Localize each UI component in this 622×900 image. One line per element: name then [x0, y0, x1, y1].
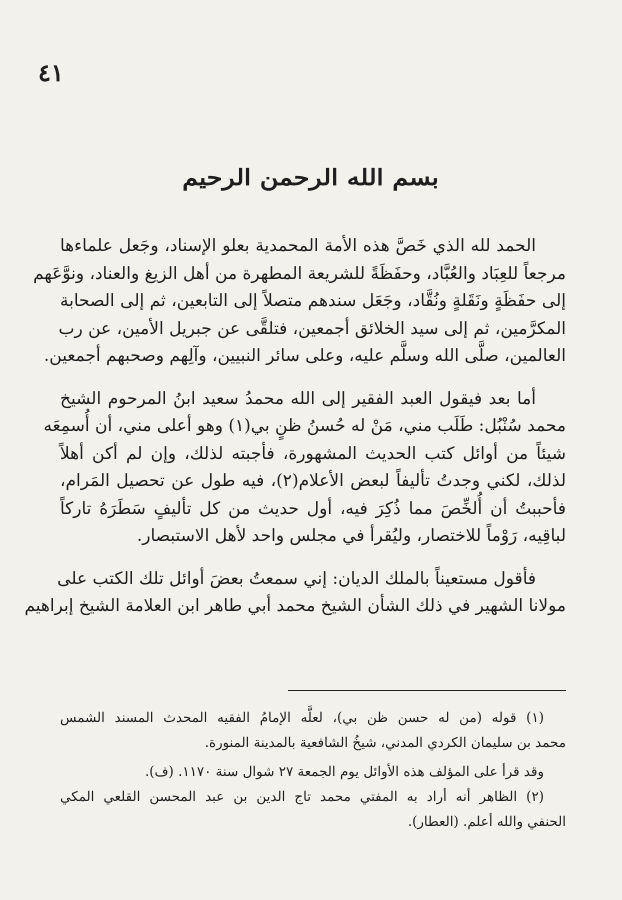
text-line: فأقول مستعيناً بالملك الديان: إني سمعتُ بعضَ أوائل تلك الكتب على	[57, 568, 536, 589]
text-line: محمد سُنْبُل: طَلَب مني، مَنْ له حُسنُ ظنٍ بي(١) وهو أعلى مني، أن أُسمِعَه	[43, 416, 566, 436]
basmala-heading	[0, 165, 622, 191]
text-line: الحمد لله الذي خَصَّ هذه الأمة المحمدية بعلو الإسناد، وجَعل علماءها	[60, 236, 536, 256]
text-line: المكرَّمين، ثم إلى سيد الخلائق أجمعين، فتلقَّى عن جبريل الأمين، عن رب	[58, 318, 566, 339]
text-line: إلى حفَظَةٍ ونَقَلةٍ ونُقَّاد، وجَعَل سندهم متصلاً إلى التابعين، ثم إلى الصحابة	[60, 291, 566, 311]
footnote-line: وقد قرأ على المؤلف هذه الأوائل يوم الجمعة ٢٧ شوال سنة ١١٧٠. (ف).	[144, 764, 544, 780]
page-number: ٤١	[38, 58, 64, 87]
text-line: لباقِيه، رَوْماً للاختصار، وليُقرأ في مجلس واحد لأهل الاستبصار.	[136, 526, 566, 546]
footnote-line: محمد بن سليمان الكردي المدني، شيخُ الشافعية بالمدينة المنورة.	[204, 735, 566, 751]
text-line: فأحببتُ أن أُلخِّصَ مما ذُكِرَ فيه، أول حديث من كل تأليفٍ سَطَرَهُ تاركاً	[60, 498, 566, 519]
footnote-line: (٢) الظاهر أنه أراد به المفتي محمد تاج الدين بن عبد المحسن القلعي المكي	[60, 789, 544, 805]
text-line: لذلك، لكني وجدتُ تأليفاً لبعض الأعلام(٢)، فيه طول عن تحصيل المَرام،	[60, 471, 566, 491]
basmala-text: بسم الله الرحمن الرحيم	[182, 165, 440, 191]
text-line: أما بعد فيقول العبد الفقير إلى الله محمدُ سعيد ابنُ المرحوم الشيخ	[60, 388, 536, 409]
body-text	[24, 233, 566, 636]
paragraph-2	[43, 386, 566, 551]
text-line: مرجعاً للعِبَاد والعُبَّاد، وحفَظَةً للشريعة المطهرة من أهل الزيغ والعناد، ونوَّعَهم	[33, 263, 566, 284]
footnotes	[60, 706, 566, 835]
paragraph-3	[24, 566, 566, 621]
text-line: العالمين، صلَّى الله وسلَّم عليه، وعلى سائر النبيين، وآلِهم وصحبهم أجمعين.	[43, 346, 566, 366]
paragraph-1	[33, 233, 566, 371]
text-line: شيئاً من أوائل كتب الحديث المشهورة، فأجبته لذلك، وإن لم أكن أهلاً	[60, 443, 566, 464]
text-line: مولانا الشهير في ذلك الشأن الشيخ محمد أبي طاهر ابن العلامة الشيخ إبراهيم	[24, 596, 566, 616]
footnote-separator	[288, 690, 566, 691]
footnote-line: (١) قوله (من له حسن ظن بي)، لعلَّه الإمامُ الفقيه المحدث المسند الشمس	[60, 710, 544, 726]
footnote-line: الحنفي والله أعلم. (العطار).	[407, 814, 566, 830]
